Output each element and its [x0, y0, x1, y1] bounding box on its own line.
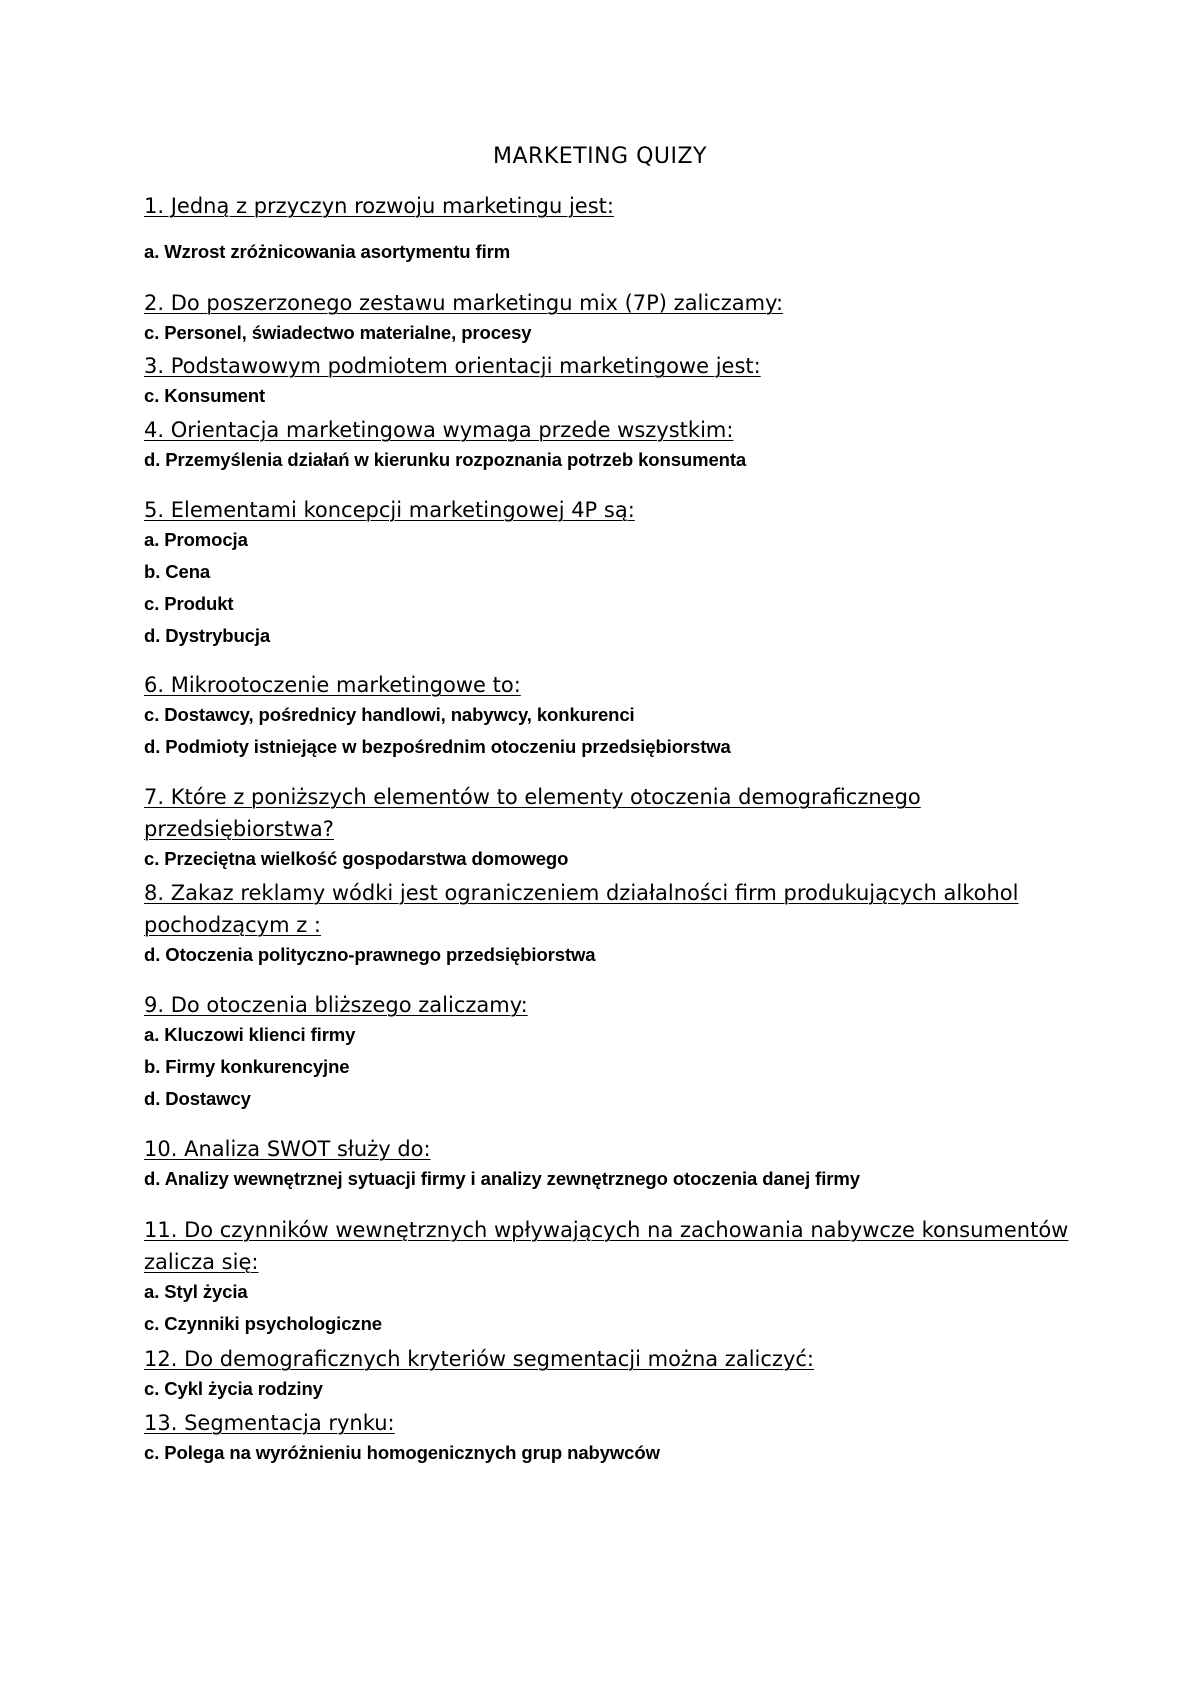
question-text: 4. Orientacja marketingowa wymaga przede wszystkim:: [144, 418, 734, 442]
question-text: 3. Podstawowym podmiotem orientacji marketingowe jest:: [144, 354, 761, 378]
question-text: 11. Do czynników wewnętrznych wpływających na zachowania nabywcze konsumentów zalicza się:: [144, 1218, 1069, 1274]
question-text: 9. Do otoczenia bliższego zaliczamy:: [144, 993, 528, 1017]
question-text: 7. Które z poniższych elementów to elementy otoczenia demograficznego przedsiębiorstwa?: [144, 785, 921, 841]
question-11: [144, 1214, 1084, 1340]
question-7: [144, 781, 1084, 875]
answer: b. Firmy konkurencyjne: [144, 1056, 350, 1077]
question-6: [144, 669, 1084, 763]
answer: a. Promocja: [144, 529, 248, 550]
question-text: 10. Analiza SWOT służy do:: [144, 1137, 431, 1161]
question-8: [144, 877, 1084, 971]
question-text: 13. Segmentacja rynku:: [144, 1411, 395, 1435]
question-12: [144, 1343, 1084, 1405]
answer: a. Styl życia: [144, 1281, 248, 1302]
answer: c. Personel, świadectwo materialne, procesy: [144, 322, 532, 343]
question-10: [144, 1133, 1084, 1195]
question-text: 5. Elementami koncepcji marketingowej 4P są:: [144, 498, 635, 522]
question-text: 6. Mikrootoczenie marketingowe to:: [144, 673, 521, 697]
answer: d. Dystrybucja: [144, 625, 271, 646]
answer: c. Czynniki psychologiczne: [144, 1313, 382, 1334]
answer: c. Produkt: [144, 593, 234, 614]
answer: d. Przemyślenia działań w kierunku rozpoznania potrzeb konsumenta: [144, 449, 747, 470]
question-text: 2. Do poszerzonego zestawu marketingu mix (7P) zaliczamy:: [144, 291, 784, 315]
answer: d. Otoczenia polityczno-prawnego przedsiębiorstwa: [144, 944, 596, 965]
question-2: [144, 287, 1084, 349]
question-4: [144, 414, 1084, 476]
answer: b. Cena: [144, 561, 211, 582]
question-text: 1. Jedną z przyczyn rozwoju marketingu jest:: [144, 194, 614, 218]
answer: d. Podmioty istniejące w bezpośrednim otoczeniu przedsiębiorstwa: [144, 736, 731, 757]
answer: c. Przeciętna wielkość gospodarstwa domowego: [144, 848, 569, 869]
question-text: 8. Zakaz reklamy wódki jest ograniczeniem działalności firm produkujących alkohol pochodzącym z :: [144, 881, 1019, 937]
question-9: [144, 989, 1084, 1115]
answer: c. Konsument: [144, 385, 266, 406]
answer: d. Dostawcy: [144, 1088, 251, 1109]
document-title: MARKETING QUIZY: [493, 144, 707, 169]
answer: c. Cykl życia rodziny: [144, 1378, 323, 1399]
question-5: [144, 494, 1084, 652]
question-13: [144, 1407, 1084, 1469]
question-1: [144, 190, 1084, 268]
answer: c. Polega na wyróżnieniu homogenicznych grup nabywców: [144, 1442, 660, 1463]
answer: a. Kluczowi klienci firmy: [144, 1024, 356, 1045]
answer: d. Analizy wewnętrznej sytuacji firmy i analizy zewnętrznego otoczenia danej firmy: [144, 1168, 860, 1189]
question-3: [144, 350, 1084, 412]
answer: a. Wzrost zróżnicowania asortymentu firm: [144, 241, 511, 262]
answer: c. Dostawcy, pośrednicy handlowi, nabywcy, konkurenci: [144, 704, 635, 725]
question-text: 12. Do demograficznych kryteriów segmentacji można zaliczyć:: [144, 1347, 814, 1371]
